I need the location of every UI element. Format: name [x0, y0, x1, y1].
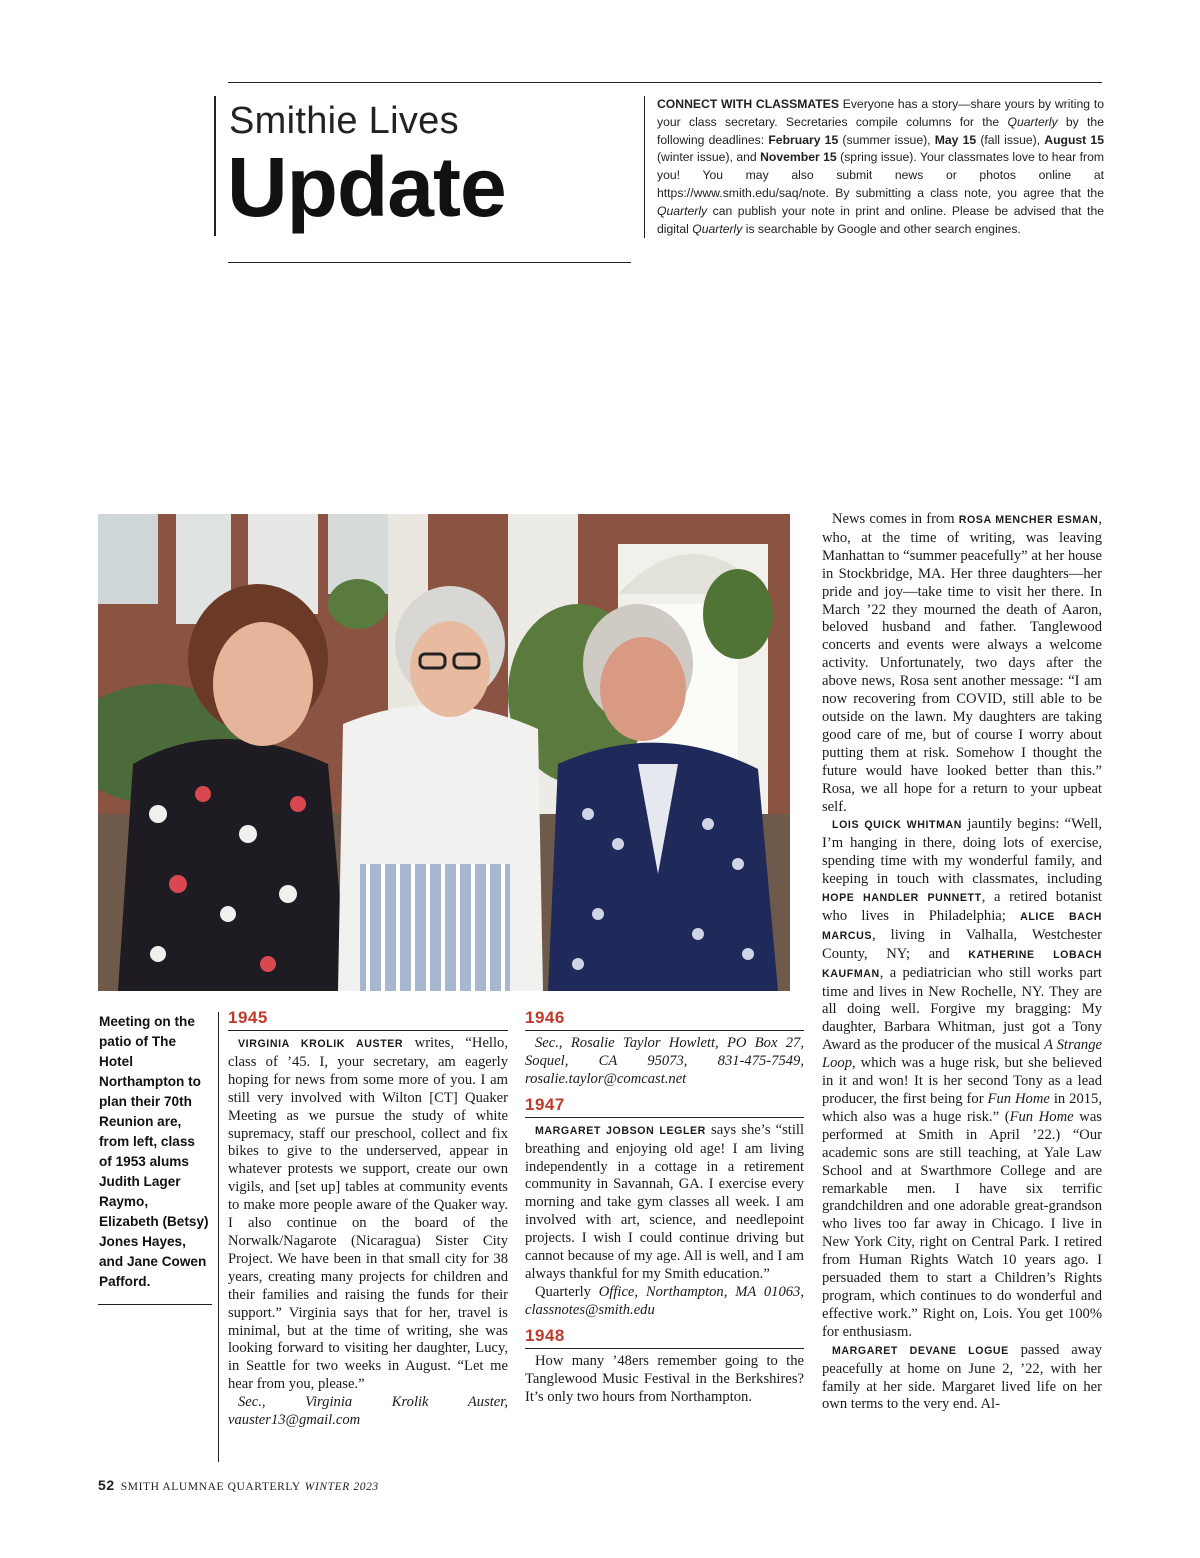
year-heading-1945: 1945: [228, 1008, 268, 1027]
connect-text: can publish your note in print and online. Please be advised that the digital: [657, 203, 1104, 236]
header-vertical-rule: [214, 96, 216, 236]
note-text: was performed at Smith in April ’22.) “Our academic sons are still teaching, at Yale Law School and at Swarthmore College and are remarkable men. I have six terrific grandchildren and one adorable great-grandson who lives too far away in Chicago. I live in New York City, right on Central Park. I retired from Human Rights Watch 10 years ago. I persuaded them to start a Children’s Rights program, which continues to do wonderful and effective work.” Right on, Lois. You get 100% for enthusiasm.: [822, 1108, 1102, 1340]
note-body: [525, 1122, 804, 1320]
connect-text: (summer issue),: [838, 132, 935, 147]
quarterly-italic: Quarterly: [1007, 114, 1058, 129]
deadline-date: May 15: [934, 132, 977, 147]
note-body: [525, 1035, 804, 1089]
deadline-date: February 15: [768, 132, 839, 147]
secretary-contact: Sec., Virginia Krolik Auster, vauster13@gmail.com: [228, 1394, 508, 1429]
note-text: says she’s “still breathing and enjoying old age! I am living independently in a cottage in a retirement community in Savannah, GA. I exercise every morning and take gym classes all week. I am involved with art, science, and needlepoint projects. I wish I could continue driving but cannot because of my age. All is well, and I am always thankful for my Smith education.”: [525, 1121, 804, 1282]
connect-text: (winter issue), and: [657, 150, 761, 165]
note-text: writes, “Hello, class of ’45. I, your secretary, am eagerly hoping for news from some more of you. I am still very involved with Wilton [CT] Quaker Meeting as we pursue the study of white supremacy, staff our preschool, collect and fix bikes to give to the underserved, appear in whatever protests we support, create our own vigils, and [set up] tables at community events to make more people aware of the Quaker way. I also continue on the board of the Norwalk/Nagarote (Nicaragua) Sister City Project. We have been in that small city for 38 years, creating many projects for children and their families and raising the funds for their support.” Virginia says that for her, travel is minimal, but at the time of writing, she was looking forward to visiting her daughter, Lucy, in Seattle for two weeks in August. “Let me hear from you, please.”: [228, 1035, 508, 1393]
year-heading-1947: 1947: [525, 1094, 565, 1114]
deadline-date: August 15: [1044, 132, 1104, 147]
classmate-name: MARGARET DEVANE LOGUE: [832, 1344, 1009, 1357]
classmate-name: VIRGINIA KROLIK AUSTER: [238, 1038, 404, 1050]
note-text: News comes in from: [832, 511, 959, 527]
note-text: jauntily begins: “Well, I’m hanging in there, doing lots of exercise, spending time with my wonderful family, and keeping in touch with classmates, including: [822, 816, 1102, 888]
connect-text: by the following deadlines:: [657, 114, 1104, 147]
note-body: [525, 1353, 804, 1407]
note-text: , a pediatrician who still works part time and lives in New Rochelle, NY. They are all doing well. Forgive my bragging: My daughter, Barbara Whitman, just got a Tony Award as the producer of the musical: [822, 964, 1102, 1054]
quarterly-italic: Quarterly: [657, 203, 708, 218]
year-heading-1948: 1948: [525, 1325, 565, 1345]
deadline-date: November 15: [760, 150, 837, 165]
connect-text: (fall issue),: [976, 132, 1045, 147]
year-rule: [525, 1030, 804, 1031]
year-rule: [525, 1348, 804, 1349]
connect-text: (spring issue). Your classmates love to hear from you! You may also submit news or photos online at https://www.smith.edu/saq/note. By submitting a class note, you agree that the: [657, 150, 1105, 200]
page-footer: [98, 1477, 379, 1493]
note-text: in 2015, which also was a huge risk.” (: [822, 1091, 1102, 1125]
quarterly-italic: Quarterly: [692, 221, 743, 236]
note-text: , which was a huge risk, but she believed in it and won! It is her second Tony as a lead producer, the first being for: [822, 1055, 1102, 1107]
column-vertical-rule: [218, 1012, 219, 1462]
classmate-name: LOIS QUICK WHITMAN: [832, 819, 963, 832]
photo-caption: Meeting on the patio of The Hotel Northampton to plan their 70th Reunion are, from left, class of 1953 alums Judith Lager Raymo, Elizabeth (Betsy) Jones Hayes, and Jane Cowen Pafford.: [99, 1014, 209, 1289]
year-rule: [228, 1030, 508, 1031]
top-rule: [228, 82, 1102, 83]
secretary-contact: Sec., Rosalie Taylor Howlett, PO Box 27, Soquel, CA 95073, 831-475-7549, rosalie.taylor@comcast.net: [525, 1035, 804, 1087]
musical-title: A Strange Loop: [822, 1037, 1102, 1072]
issue-label: WINTER 2023: [304, 1481, 379, 1493]
classmate-name: KATHERINE LOBACH KAUFMAN: [822, 948, 1102, 980]
musical-title: Fun Home: [987, 1091, 1050, 1107]
connect-vertical-rule: [644, 96, 645, 238]
header-bottom-rule: [228, 262, 631, 263]
class-notes-column-2: [525, 1008, 804, 1406]
note-body: [228, 1035, 508, 1430]
connect-text: is searchable by Google and other search engines.: [742, 221, 1021, 236]
connect-text: Everyone has a story—share yours by writing to your class secretary. Secretaries compile columns for the: [657, 97, 1104, 129]
musical-title: Fun Home: [1009, 1108, 1074, 1125]
year-rule: [525, 1117, 804, 1118]
class-notes-column-3: [822, 511, 1102, 1414]
page-title: Update: [227, 140, 506, 234]
year-heading-1946: 1946: [525, 1008, 565, 1027]
note-text: How many ’48ers remember going to the Tanglewood Music Festival in the Berkshires? It’s only two hours from Northampton.: [525, 1352, 804, 1405]
connect-box: [657, 96, 1104, 238]
quarterly-label: Quarterly: [535, 1283, 599, 1300]
classmate-name: MARGARET JOBSON LEGLER: [535, 1124, 706, 1137]
class-notes-column-1: [228, 1008, 508, 1430]
office-address: Office, Northampton, MA 01063, classnotes@smith.edu: [525, 1283, 804, 1318]
caption-rule: [98, 1304, 212, 1305]
page-number: 52: [98, 1477, 115, 1493]
note-text: passed away peacefully at home on June 2, ’22, with her family at her side. Margaret lived life on her own terms to the very end. Al-: [822, 1341, 1102, 1413]
reunion-photo: [98, 514, 790, 991]
note-text: , who, at the time of writing, was leaving Manhattan to “summer peacefully” at her house in Stockbridge, MA. Her three daughters—her pride and joy—take time to visit her there. In March ’22 they mourned the death of Aaron, beloved husband and father. Tanglewood concerts and events were always a welcome activity. Unfortunately, two days after the above news, Rosa sent another message: “I am now recovering from COVID, still able to be outside on the lawn. My daughters are taking good care of me, but of course I worry about putting them at risk. Somehow I thought the future would have looked better than this.” Rosa, we all hope for a return to your upbeat self.: [822, 511, 1102, 815]
connect-lead: CONNECT WITH CLASSMATES: [657, 97, 839, 111]
section-kicker: Smithie Lives: [229, 100, 459, 142]
publication-name: SMITH ALUMNAE QUARTERLY: [120, 1481, 301, 1493]
note-text: , living in Valhalla, Westchester County, NY; and: [822, 926, 1102, 962]
office-contact: [525, 1284, 804, 1320]
classmate-name: HOPE HANDLER PUNNETT: [822, 892, 982, 905]
classmate-name: ALICE BACH MARCUS: [822, 910, 1103, 942]
classmate-name: ROSA MENCHER ESMAN: [958, 514, 1099, 526]
note-text: , a retired botanist who lives in Philadelphia;: [822, 889, 1102, 924]
